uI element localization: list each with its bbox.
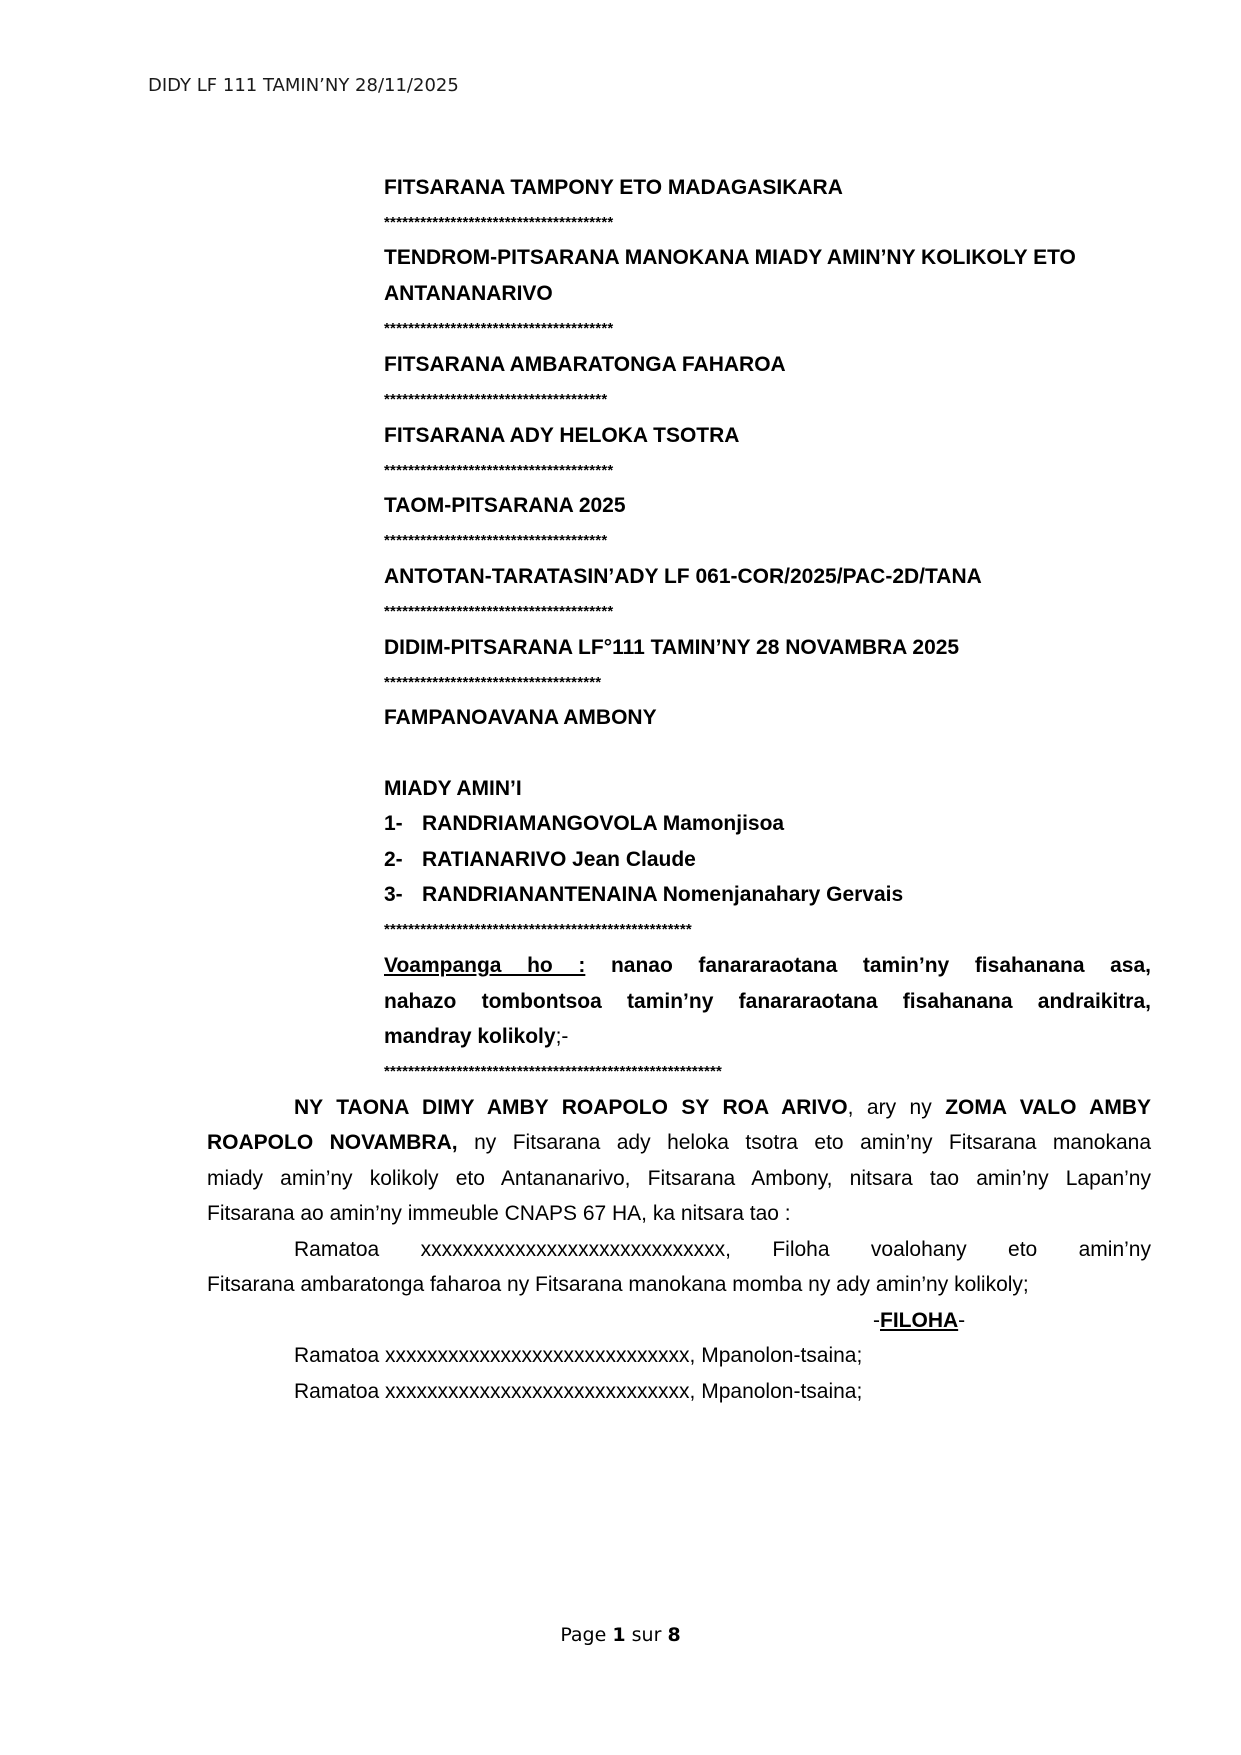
footer-text: Page	[560, 1624, 613, 1646]
member-line: Ramatoa xxxxxxxxxxxxxxxxxxxxxxxxxxxxx, Mpanolon-tsaina;	[294, 1380, 863, 1403]
date-text: NY TAONA DIMY AMBY ROAPOLO SY ROA ARIVO	[294, 1096, 848, 1119]
party-given-name: Jean Claude	[572, 848, 696, 871]
current-page: 1	[612, 1624, 626, 1646]
paragraph-line: miady amin’ny kolikoly eto Antananarivo, Fitsarana Ambony, nitsara tao amin’ny Lapan’ny	[207, 1167, 1151, 1190]
role-dash: -	[958, 1309, 966, 1332]
party-given-name: Mamonjisoa	[662, 812, 785, 835]
party-surname: RANDRIAMANGOVOLA	[422, 812, 657, 835]
file-reference: ANTOTAN-TARATASIN’ADY LF 061-COR/2025/PAC-2D/TANA	[384, 565, 982, 588]
paragraph-text: , ary ny	[847, 1096, 932, 1119]
separator-stars: *************************************	[384, 532, 608, 549]
member-line: Ramatoa xxxxxxxxxxxxxxxxxxxxxxxxxxxxx, Mpanolon-tsaina;	[294, 1344, 863, 1367]
party-item	[384, 883, 903, 907]
party-item	[384, 848, 696, 872]
separator-stars: ************************************	[384, 674, 602, 691]
court-title: FITSARANA TAMPONY ETO MADAGASIKARA	[384, 176, 843, 199]
paragraph-line	[207, 1131, 1151, 1155]
party-number: 2-	[384, 848, 403, 871]
court-level: FITSARANA AMBARATONGA FAHAROA	[384, 353, 786, 376]
separator-stars: **************************************	[384, 603, 614, 620]
separator-stars: **************************************	[384, 462, 614, 479]
charge-line	[384, 1025, 568, 1049]
role-title: FILOHA	[880, 1309, 959, 1332]
paragraph-text: ny Fitsarana ady heloka tsotra eto amin’ny Fitsarana manokana	[457, 1131, 1151, 1154]
separator-stars: *************************************	[384, 391, 608, 408]
decision-reference: DIDIM-PITSARANA LF°111 TAMIN’NY 28 NOVAMBRA 2025	[384, 636, 960, 659]
party-number: 1-	[384, 812, 403, 835]
party-surname: RATIANARIVO	[422, 848, 567, 871]
branch-title-cont: ANTANANARIVO	[384, 282, 553, 305]
paragraph-line	[294, 1096, 1151, 1120]
paragraph-line: Fitsarana ao amin’ny immeuble CNAPS 67 HA, ka nitsara tao :	[207, 1202, 791, 1225]
role-dash: -	[873, 1309, 880, 1332]
date-text: ZOMA VALO AMBY	[945, 1096, 1151, 1119]
role-label	[873, 1309, 965, 1333]
charge-tail: ;-	[555, 1025, 569, 1048]
total-pages: 8	[667, 1624, 681, 1646]
separator-stars: **************************************	[384, 320, 614, 337]
judicial-year: TAOM-PITSARANA 2025	[384, 494, 626, 517]
date-text: ROAPOLO NOVAMBRA,	[207, 1131, 458, 1154]
chamber-title: FITSARANA ADY HELOKA TSOTRA	[384, 424, 740, 447]
charge-text: mandray kolikoly	[384, 1025, 556, 1048]
paragraph-line: Ramatoa xxxxxxxxxxxxxxxxxxxxxxxxxxxxx, Filoha voalohany eto amin’ny	[294, 1238, 1151, 1261]
parties-title: MIADY AMIN’I	[384, 777, 522, 800]
charge-line: nahazo tombontsoa tamin’ny fanararaotana fisahanana andraikitra,	[384, 990, 1151, 1013]
separator-stars: **************************************	[384, 214, 614, 231]
party-item	[384, 812, 784, 836]
party-surname: RANDRIANANTENAINA	[422, 883, 657, 906]
charge-line	[384, 954, 1151, 978]
paragraph-line: Fitsarana ambaratonga faharoa ny Fitsarana manokana momba ny ady amin’ny kolikoly;	[207, 1273, 1029, 1296]
party-number: 3-	[384, 883, 403, 906]
footer-text: sur	[625, 1624, 668, 1646]
charge-text: nanao fanararaotana tamin’ny fisahanana asa,	[610, 954, 1151, 977]
page-footer	[0, 1624, 1241, 1646]
separator-stars: ********************************************************	[384, 1063, 723, 1080]
separator-stars: ***************************************************	[384, 921, 692, 938]
page-header: DIDY LF 111 TAMIN’NY 28/11/2025	[148, 75, 459, 96]
section-title: FAMPANOAVANA AMBONY	[384, 706, 657, 729]
charge-label: Voampanga ho :	[384, 954, 586, 977]
party-given-name: Nomenjanahary Gervais	[662, 883, 904, 906]
branch-title: TENDROM-PITSARANA MANOKANA MIADY AMIN’NY KOLIKOLY ETO	[384, 246, 1076, 269]
